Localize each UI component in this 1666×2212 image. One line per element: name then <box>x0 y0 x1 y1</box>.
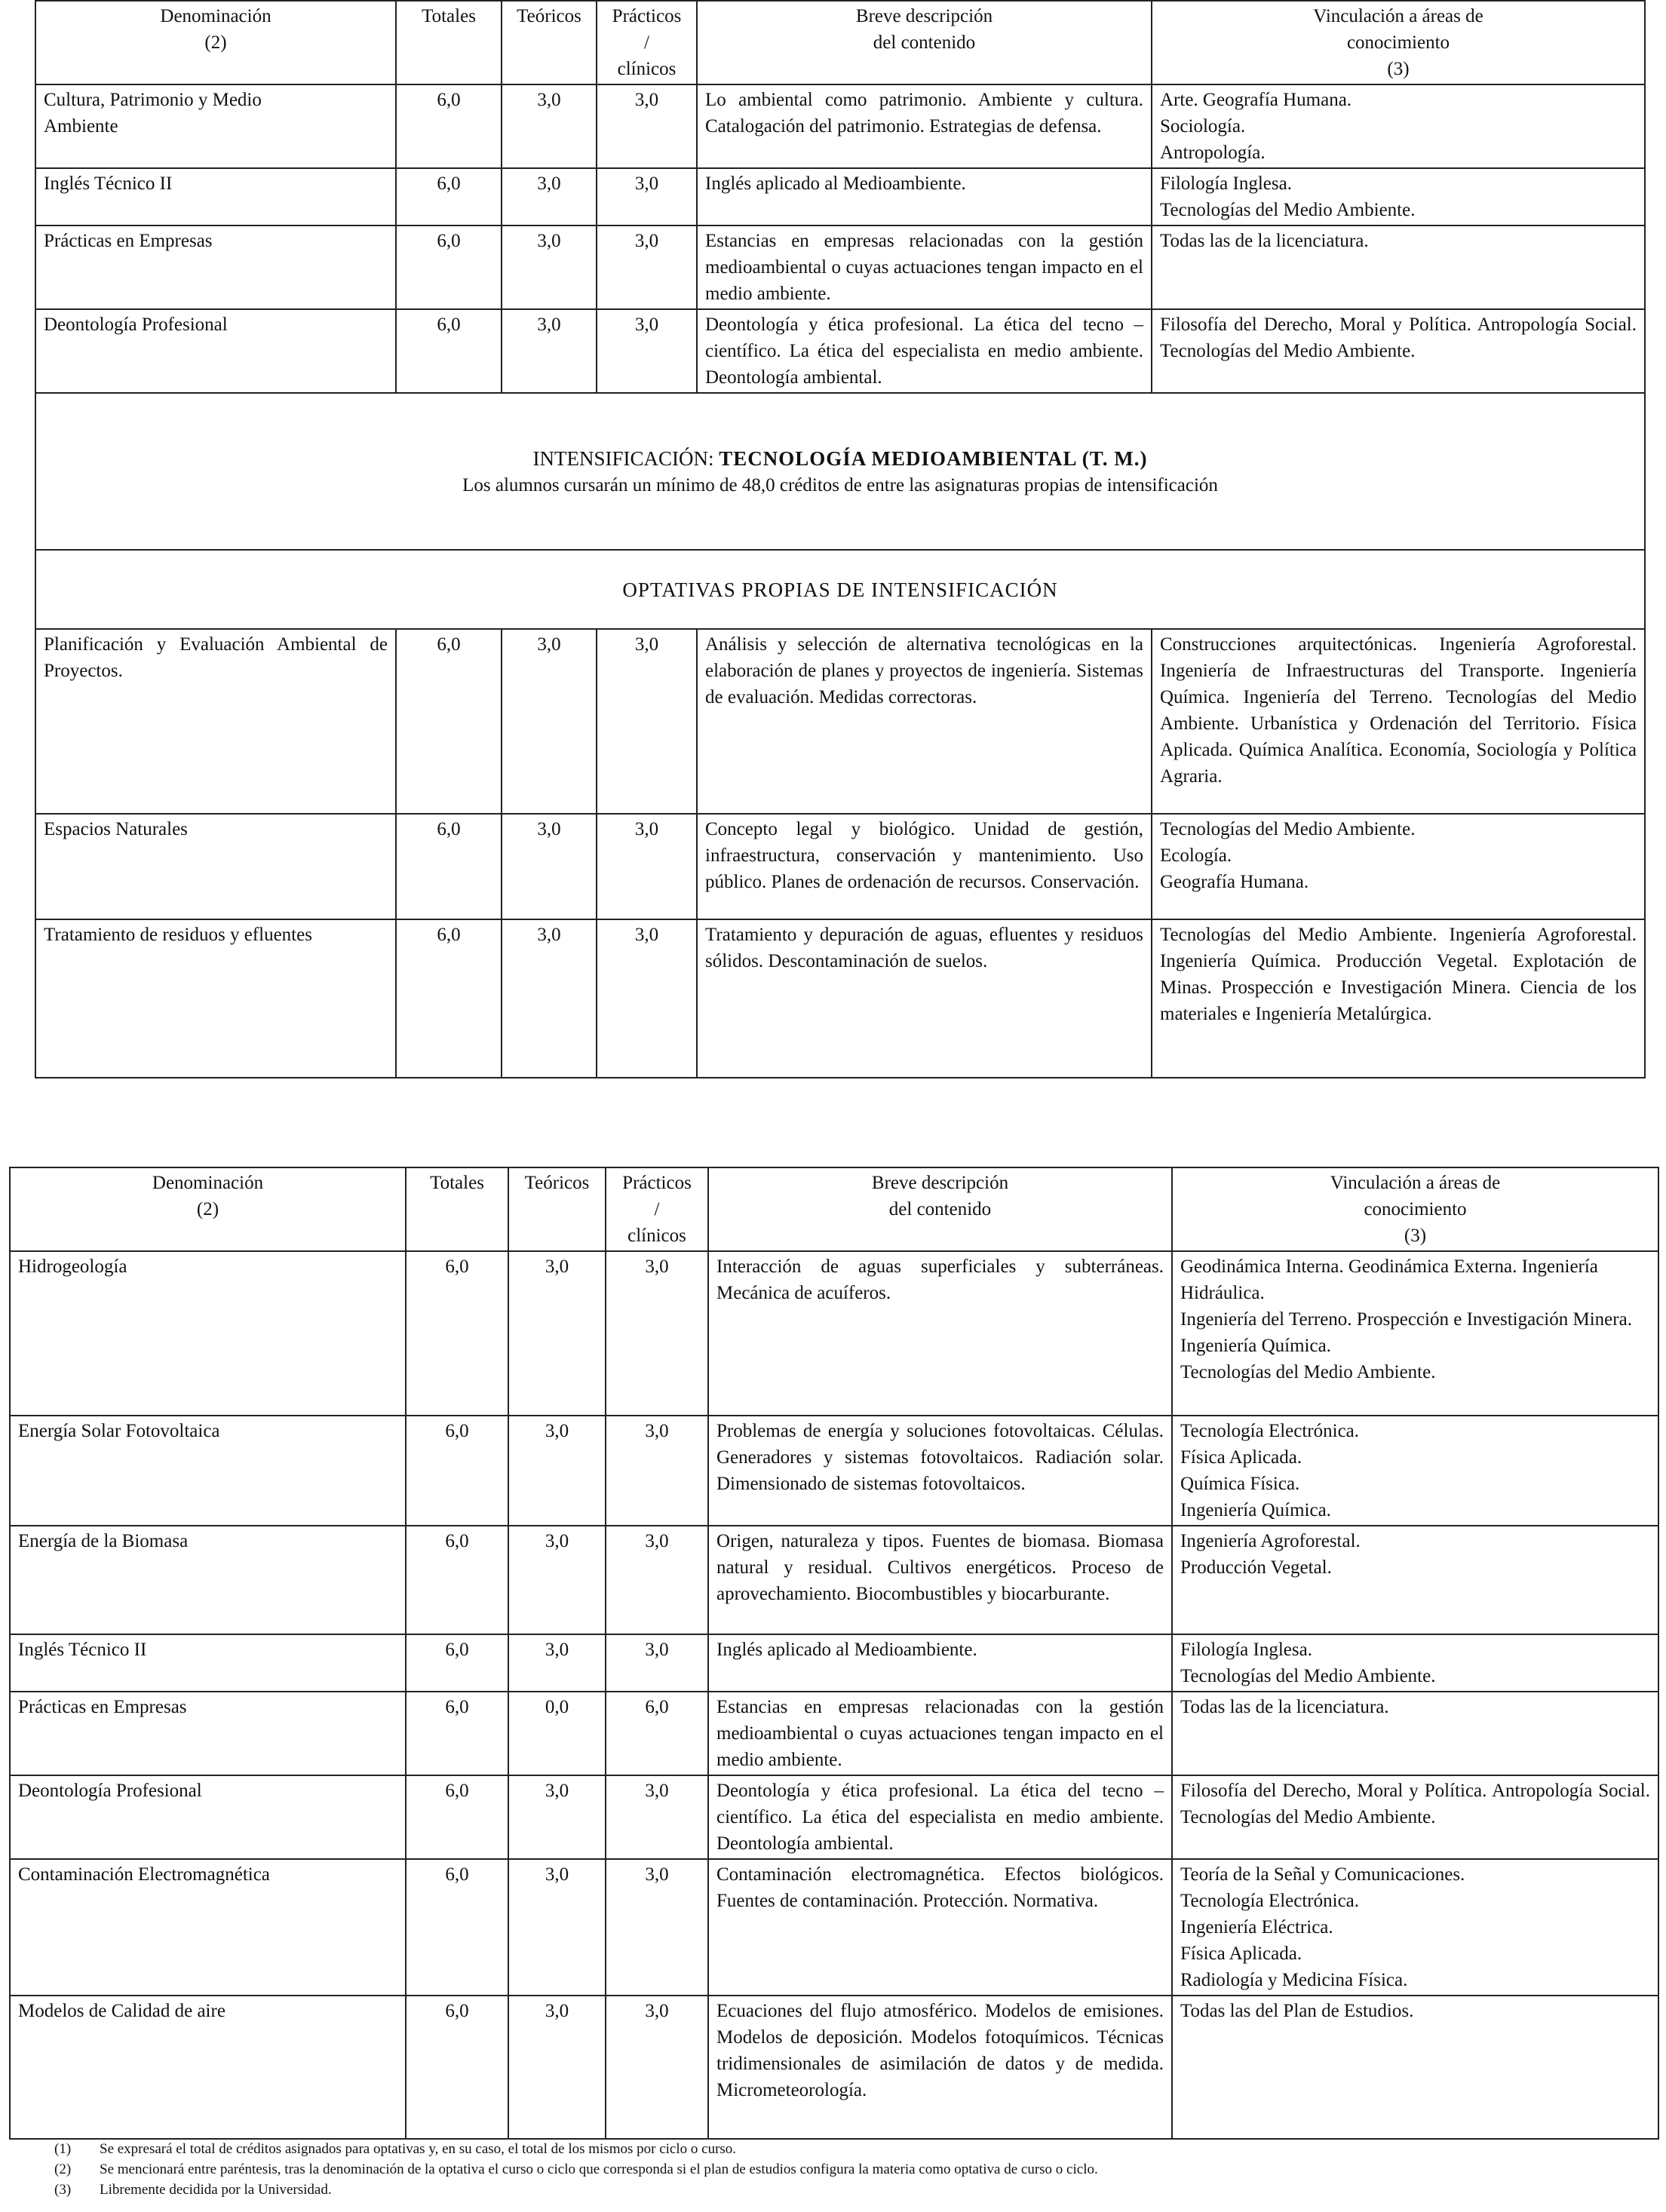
table-row <box>10 1859 1658 1996</box>
course-name: Inglés Técnico II <box>35 168 396 225</box>
credits-total: 6,0 <box>406 1251 508 1416</box>
intensification-cell <box>35 393 1645 550</box>
credits-total: 6,0 <box>396 84 502 168</box>
knowledge-areas: Filosofía del Derecho, Moral y Política. Antropología Social. Tecnologías del Medio Ambiente. <box>1152 309 1645 393</box>
credits-theory: 3,0 <box>502 84 597 168</box>
credits-theory: 3,0 <box>502 814 597 919</box>
course-name: Tratamiento de residuos y efluentes <box>35 919 396 1078</box>
course-description: Estancias en empresas relacionadas con la gestión medioambiental o cuyas actuaciones tengan impacto en el medio ambiente. <box>697 225 1152 309</box>
credits-theory: 0,0 <box>508 1692 606 1775</box>
table-row <box>35 814 1645 919</box>
knowledge-areas: Todas las de la licenciatura. <box>1152 225 1645 309</box>
credits-total: 6,0 <box>406 1526 508 1634</box>
footnotes <box>54 2139 1638 2200</box>
credits-theory: 3,0 <box>508 1251 606 1416</box>
footnote <box>54 2159 1638 2180</box>
knowledge-areas: Teoría de la Señal y Comunicaciones. Tecnología Electrónica. Ingeniería Eléctrica. Física Aplicada. Radiología y Medicina Física. <box>1172 1859 1658 1996</box>
course-name: Hidrogeología <box>10 1251 406 1416</box>
course-name: Espacios Naturales <box>35 814 396 919</box>
optativas-cell <box>35 550 1645 629</box>
header-vinculacion: Vinculación a áreas de conocimiento (3) <box>1152 1 1645 84</box>
footnote-text: Se expresará el total de créditos asignados para optativas y, en su caso, el total de los mismos por ciclo o curso. <box>100 2141 737 2157</box>
course-name: Deontología Profesional <box>35 309 396 393</box>
intensification-heading <box>44 445 1637 472</box>
course-name: Energía Solar Fotovoltaica <box>10 1416 406 1526</box>
credits-practice: 3,0 <box>597 309 697 393</box>
course-description: Inglés aplicado al Medioambiente. <box>708 1634 1172 1692</box>
footnote-number: (3) <box>54 2182 72 2198</box>
course-description: Ecuaciones del flujo atmosférico. Modelos de emisiones. Modelos de deposición. Modelos fotoquímicos. Técnicas tridimensionales de asimilación de datos y de medida. Micrometeorología. <box>708 1996 1172 2139</box>
header-descripcion: Breve descripción del contenido <box>708 1167 1172 1251</box>
credits-practice: 3,0 <box>597 84 697 168</box>
header-vinculacion: Vinculación a áreas de conocimiento (3) <box>1172 1167 1658 1251</box>
course-name: Deontología Profesional <box>10 1775 406 1859</box>
credits-practice: 3,0 <box>606 1996 708 2139</box>
course-description: Origen, naturaleza y tipos. Fuentes de biomasa. Biomasa natural y residual. Cultivos energéticos. Proceso de aprovechamiento. Biocombustibles y biocarburante. <box>708 1526 1172 1634</box>
course-name: Contaminación Electromagnética <box>10 1859 406 1996</box>
course-description: Contaminación electromagnética. Efectos biológicos. Fuentes de contaminación. Protección. Normativa. <box>708 1859 1172 1996</box>
knowledge-areas: Tecnologías del Medio Ambiente. Ingeniería Agroforestal. Ingeniería Química. Producción Vegetal. Explotación de Minas. Prospección e Investigación Minera. Ciencia de los materiales e Ingeniería Metalúrgica. <box>1152 919 1645 1078</box>
credits-practice: 3,0 <box>597 919 697 1078</box>
intensification-section <box>35 393 1645 550</box>
course-description: Análisis y selección de alternativa tecnológicas en la elaboración de planes y proyectos de ingeniería. Sistemas de evaluación. Medidas correctoras. <box>697 629 1152 814</box>
knowledge-areas: Tecnología Electrónica. Física Aplicada. Química Física. Ingeniería Química. <box>1172 1416 1658 1526</box>
knowledge-areas: Filología Inglesa. Tecnologías del Medio Ambiente. <box>1152 168 1645 225</box>
knowledge-areas: Filología Inglesa. Tecnologías del Medio Ambiente. <box>1172 1634 1658 1692</box>
credits-total: 6,0 <box>396 814 502 919</box>
credits-theory: 3,0 <box>502 919 597 1078</box>
knowledge-areas: Arte. Geografía Humana. Sociología. Antropología. <box>1152 84 1645 168</box>
credits-theory: 3,0 <box>508 1416 606 1526</box>
course-description: Interacción de aguas superficiales y subterráneas. Mecánica de acuíferos. <box>708 1251 1172 1416</box>
credits-practice: 3,0 <box>606 1859 708 1996</box>
header-descripcion: Breve descripción del contenido <box>697 1 1152 84</box>
credits-practice: 3,0 <box>606 1526 708 1634</box>
credits-practice: 3,0 <box>606 1251 708 1416</box>
credits-practice: 6,0 <box>606 1692 708 1775</box>
upper-course-table <box>35 0 1646 1078</box>
credits-total: 6,0 <box>406 1634 508 1692</box>
table-row <box>10 1775 1658 1859</box>
course-name: Planificación y Evaluación Ambiental de Proyectos. <box>35 629 396 814</box>
table-row <box>35 629 1645 814</box>
header-teoricos: Teóricos <box>502 1 597 84</box>
header-totales: Totales <box>406 1167 508 1251</box>
credits-theory: 3,0 <box>502 225 597 309</box>
table-row <box>35 84 1645 168</box>
credits-theory: 3,0 <box>508 1634 606 1692</box>
course-description: Inglés aplicado al Medioambiente. <box>697 168 1152 225</box>
knowledge-areas: Tecnologías del Medio Ambiente. Ecología. Geografía Humana. <box>1152 814 1645 919</box>
header-totales: Totales <box>396 1 502 84</box>
knowledge-areas: Ingeniería Agroforestal. Producción Vegetal. <box>1172 1526 1658 1634</box>
knowledge-areas: Construcciones arquitectónicas. Ingeniería Agroforestal. Ingeniería de Infraestructuras del Transporte. Ingeniería Química. Ingeniería del Terreno. Tecnologías del Medio Ambiente. Urbanística y Ordenación del Territorio. Física Aplicada. Química Analítica. Economía, Sociología y Política Agraria. <box>1152 629 1645 814</box>
knowledge-areas: Geodinámica Interna. Geodinámica Externa. Ingeniería Hidráulica. Ingeniería del Terreno. Prospección e Investigación Minera. Ingeniería Química. Tecnologías del Medio Ambiente. <box>1172 1251 1658 1416</box>
credits-total: 6,0 <box>406 1859 508 1996</box>
course-name: Modelos de Calidad de aire <box>10 1996 406 2139</box>
credits-practice: 3,0 <box>597 225 697 309</box>
course-description: Lo ambiental como patrimonio. Ambiente y cultura. Catalogación del patrimonio. Estrategias de defensa. <box>697 84 1152 168</box>
table-row <box>10 1996 1658 2139</box>
table-row <box>10 1251 1658 1416</box>
table-row <box>10 1692 1658 1775</box>
credits-practice: 3,0 <box>606 1416 708 1526</box>
course-description: Tratamiento y depuración de aguas, efluentes y residuos sólidos. Descontaminación de suelos. <box>697 919 1152 1078</box>
credits-theory: 3,0 <box>508 1526 606 1634</box>
credits-theory: 3,0 <box>502 168 597 225</box>
lower-course-table <box>9 1167 1659 2140</box>
table-row <box>35 168 1645 225</box>
footnote-number: (1) <box>54 2141 72 2157</box>
course-description: Deontología y ética profesional. La ética del tecno – científico. La ética del especialista en medio ambiente. Deontología ambiental. <box>708 1775 1172 1859</box>
footnote-text: Libremente decidida por la Universidad. <box>100 2182 332 2198</box>
table-row <box>10 1416 1658 1526</box>
footnote <box>54 2139 1638 2159</box>
intensification-note: Los alumnos cursarán un mínimo de 48,0 créditos de entre las asignaturas propias de intensificación <box>462 474 1218 495</box>
credits-total: 6,0 <box>396 309 502 393</box>
credits-practice: 3,0 <box>597 168 697 225</box>
intensification-prefix: INTENSIFICACIÓN: <box>532 446 719 470</box>
credits-total: 6,0 <box>396 629 502 814</box>
credits-theory: 3,0 <box>508 1775 606 1859</box>
knowledge-areas: Filosofía del Derecho, Moral y Política. Antropología Social. Tecnologías del Medio Ambiente. <box>1172 1775 1658 1859</box>
course-name: Prácticas en Empresas <box>10 1692 406 1775</box>
footnote-number: (2) <box>54 2161 72 2177</box>
credits-total: 6,0 <box>396 168 502 225</box>
optativas-section <box>35 550 1645 629</box>
course-name: Prácticas en Empresas <box>35 225 396 309</box>
credits-total: 6,0 <box>396 919 502 1078</box>
header-denominacion: Denominación (2) <box>35 1 396 84</box>
credits-theory: 3,0 <box>508 1859 606 1996</box>
header-teoricos: Teóricos <box>508 1167 606 1251</box>
course-name: Cultura, Patrimonio y Medio Ambiente <box>35 84 396 168</box>
header-denominacion: Denominación (2) <box>10 1167 406 1251</box>
credits-practice: 3,0 <box>606 1775 708 1859</box>
header-practicos: Prácticos / clínicos <box>597 1 697 84</box>
table-row <box>35 309 1645 393</box>
course-description: Deontología y ética profesional. La ética del tecno – científico. La ética del especialista en medio ambiente. Deontología ambiental. <box>697 309 1152 393</box>
credits-theory: 3,0 <box>502 629 597 814</box>
header-practicos: Prácticos / clínicos <box>606 1167 708 1251</box>
credits-theory: 3,0 <box>502 309 597 393</box>
credits-practice: 3,0 <box>597 629 697 814</box>
header-row <box>35 1 1645 84</box>
table-row <box>35 919 1645 1078</box>
knowledge-areas: Todas las de la licenciatura. <box>1172 1692 1658 1775</box>
footnote-text: Se mencionará entre paréntesis, tras la denominación de la optativa el curso o ciclo que corresponda si el plan de estudios configura la materia como optativa de curso o ciclo. <box>100 2161 1098 2177</box>
credits-total: 6,0 <box>406 1996 508 2139</box>
course-description: Concepto legal y biológico. Unidad de gestión, infraestructura, conservación y mantenimiento. Uso público. Planes de ordenación de recursos. Conservación. <box>697 814 1152 919</box>
optativas-title: OPTATIVAS PROPIAS DE INTENSIFICACIÓN <box>622 578 1058 601</box>
intensification-title: TECNOLOGÍA MEDIOAMBIENTAL (T. M.) <box>719 446 1148 470</box>
course-description: Estancias en empresas relacionadas con la gestión medioambiental o cuyas actuaciones tengan impacto en el medio ambiente. <box>708 1692 1172 1775</box>
credits-practice: 3,0 <box>606 1634 708 1692</box>
course-name: Energía de la Biomasa <box>10 1526 406 1634</box>
credits-total: 6,0 <box>406 1692 508 1775</box>
footnote <box>54 2180 1638 2200</box>
course-name: Inglés Técnico II <box>10 1634 406 1692</box>
credits-total: 6,0 <box>406 1416 508 1526</box>
table-row <box>10 1634 1658 1692</box>
course-description: Problemas de energía y soluciones fotovoltaicas. Células. Generadores y sistemas fotovoltaicos. Radiación solar. Dimensionado de sistemas fotovoltaicos. <box>708 1416 1172 1526</box>
credits-total: 6,0 <box>406 1775 508 1859</box>
knowledge-areas: Todas las del Plan de Estudios. <box>1172 1996 1658 2139</box>
credits-total: 6,0 <box>396 225 502 309</box>
credits-practice: 3,0 <box>597 814 697 919</box>
header-row <box>10 1167 1658 1251</box>
table-row <box>10 1526 1658 1634</box>
table-row <box>35 225 1645 309</box>
credits-theory: 3,0 <box>508 1996 606 2139</box>
